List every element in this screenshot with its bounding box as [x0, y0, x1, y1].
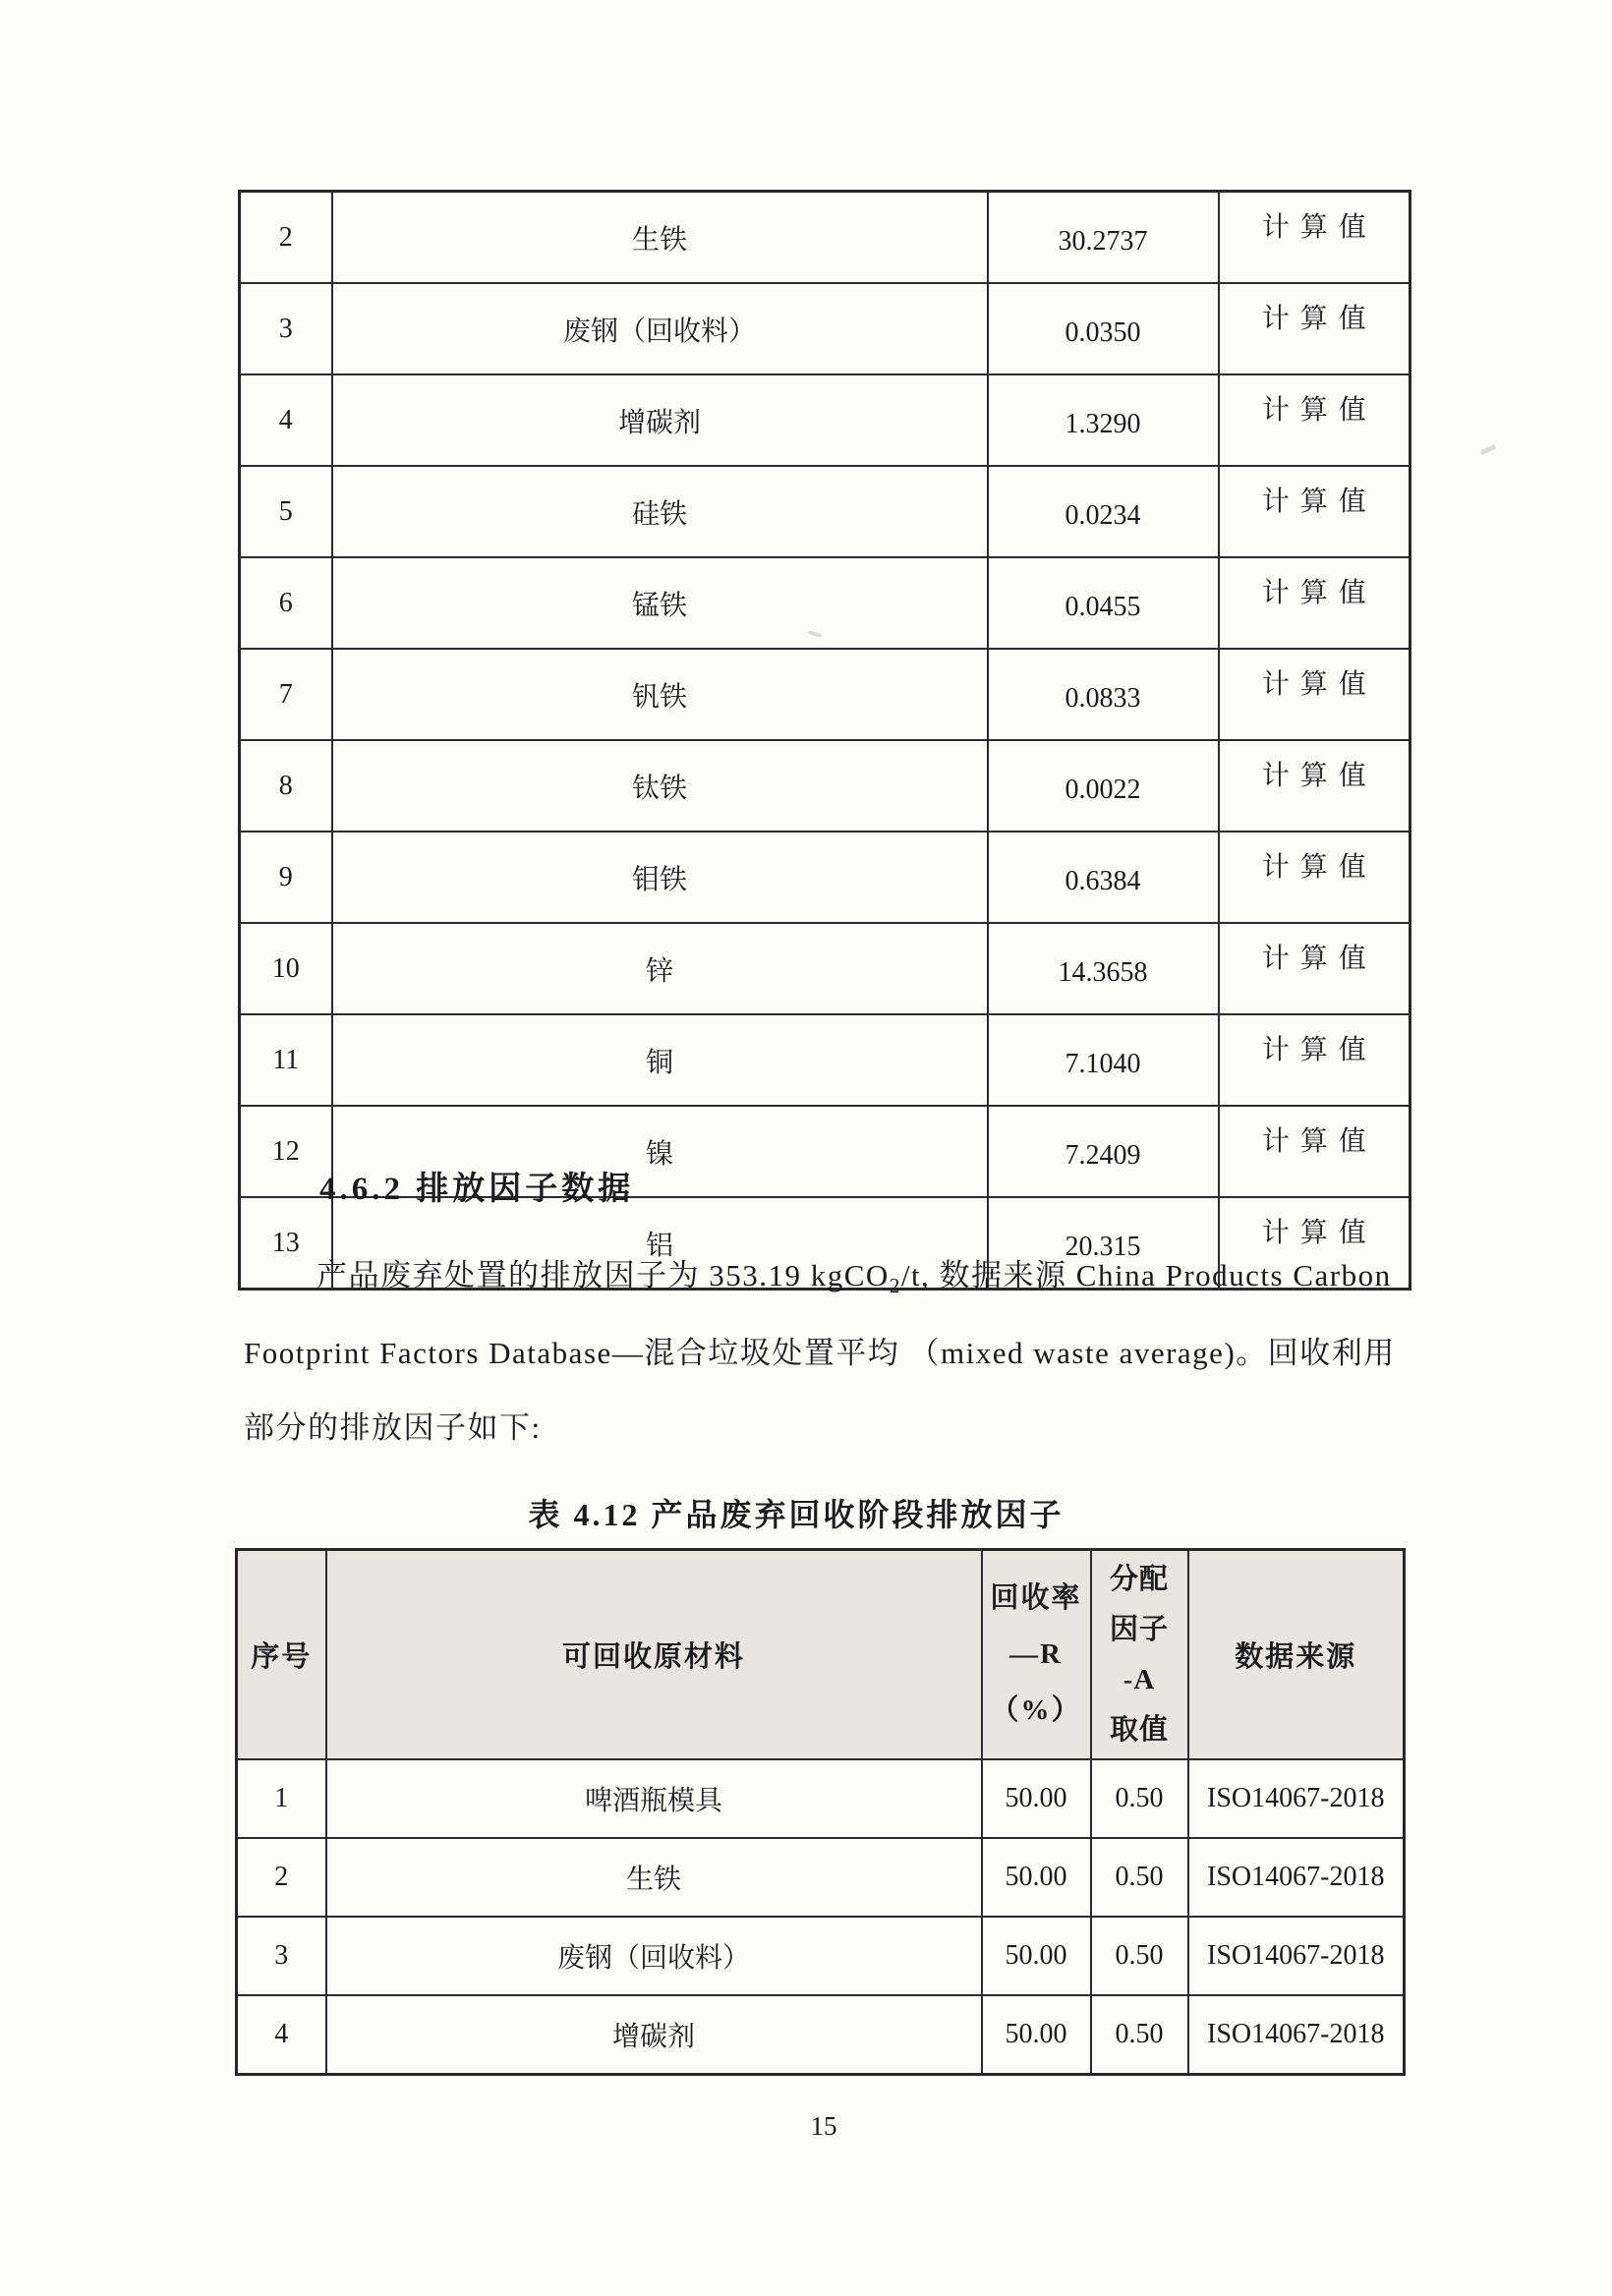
table-cell-value: 7.2409	[988, 1106, 1219, 1197]
paragraph-line-2: Footprint Factors Database—混合垃圾处置平均 （mixed waste average)。回收利用	[244, 1336, 1396, 1370]
header-cell-no: 序号	[237, 1550, 326, 1760]
table-cell-no: 3	[237, 1917, 326, 1995]
table-cell-value: 7.1040	[988, 1014, 1219, 1106]
table-cell-no: 2	[237, 1838, 326, 1917]
table-cell-material: 硅铁	[332, 466, 988, 557]
table-cell-source: ISO14067-2018	[1188, 1995, 1405, 2075]
table-cell-no: 13	[240, 1197, 332, 1290]
page-number: 15	[810, 2111, 837, 2141]
table-row	[240, 1014, 1410, 1106]
table-cell-source: 计算值	[1219, 1106, 1410, 1197]
table-row	[240, 374, 1410, 466]
table-cell-source: 计算值	[1219, 740, 1410, 832]
table-4-12-title: 表 4.12 产品废弃回收阶段排放因子	[528, 1497, 1065, 1532]
table-cell-value: 0.0455	[988, 557, 1219, 649]
table-cell-no: 4	[237, 1995, 326, 2075]
table-cell-material: 啤酒瓶模具	[326, 1759, 982, 1838]
alloc-header-line-2: 因子	[1109, 1613, 1169, 1645]
table-cell-value: 0.0833	[988, 649, 1219, 740]
table-cell-no: 2	[240, 192, 332, 284]
alloc-header-line-3: -A	[1123, 1663, 1156, 1695]
table-row	[237, 1759, 1405, 1838]
paragraph-line-1-pre: 产品废弃处置的排放因子为 353.19 kgCO	[317, 1258, 890, 1292]
table-cell-source: ISO14067-2018	[1188, 1759, 1405, 1838]
table-cell-recovery: 50.00	[982, 1759, 1091, 1838]
recovery-header-line-1: 回收率	[990, 1582, 1082, 1614]
table-cell-source: 计算值	[1219, 192, 1410, 284]
table-row	[240, 557, 1410, 649]
table-cell-source: 计算值	[1219, 374, 1410, 466]
table-cell-material: 钒铁	[332, 649, 988, 740]
table-cell-no: 4	[240, 374, 332, 466]
table-cell-no: 10	[240, 923, 332, 1014]
paragraph-line-1	[317, 1251, 1392, 1310]
table-cell-material: 铝	[332, 1197, 988, 1290]
table-cell-source: 计算值	[1219, 283, 1410, 374]
table-cell-alloc: 0.50	[1091, 1759, 1188, 1838]
table-cell-value: 0.6384	[988, 832, 1219, 923]
scan-artifact	[1480, 444, 1497, 455]
table-cell-material: 镍	[332, 1106, 988, 1197]
table-cell-no: 3	[240, 283, 332, 374]
table-row	[240, 192, 1410, 284]
table-cell-source: ISO14067-2018	[1188, 1838, 1405, 1917]
alloc-header-line-1: 分配	[1109, 1563, 1169, 1595]
recycling-table-body	[237, 1759, 1405, 2075]
table-row	[240, 283, 1410, 374]
paragraph-line-3: 部分的排放因子如下:	[244, 1410, 542, 1445]
table-cell-material: 锰铁	[332, 557, 988, 649]
table-cell-no: 8	[240, 740, 332, 832]
table-cell-recovery: 50.00	[982, 1917, 1091, 1995]
table-cell-no: 7	[240, 649, 332, 740]
recycling-emission-factors-table	[235, 1548, 1406, 2076]
table-cell-source: 计算值	[1219, 832, 1410, 923]
recycling-table-header	[237, 1550, 1405, 1760]
alloc-header-line-4: 取值	[1109, 1713, 1169, 1746]
material-values-table-body	[240, 192, 1410, 1290]
table-row	[240, 466, 1410, 557]
section-heading: 4.6.2 排放因子数据	[319, 1172, 635, 1207]
table-row	[240, 649, 1410, 740]
table-cell-value: 0.0350	[988, 283, 1219, 374]
table-cell-material: 增碳剂	[326, 1995, 982, 2075]
table-cell-material: 钼铁	[332, 832, 988, 923]
table-cell-no: 6	[240, 557, 332, 649]
table-cell-source: 计算值	[1219, 1197, 1410, 1290]
table-cell-no: 9	[240, 832, 332, 923]
table-row	[237, 1917, 1405, 1995]
table-cell-source: ISO14067-2018	[1188, 1917, 1405, 1995]
table-cell-material: 增碳剂	[332, 374, 988, 466]
header-cell-allocation-factor	[1091, 1550, 1188, 1760]
table-cell-source: 计算值	[1219, 1014, 1410, 1106]
table-cell-value: 14.3658	[988, 923, 1219, 1014]
table-cell-material: 钛铁	[332, 740, 988, 832]
table-row	[240, 923, 1410, 1014]
header-cell-recovery-rate	[982, 1550, 1091, 1760]
table-cell-alloc: 0.50	[1091, 1838, 1188, 1917]
table-cell-material: 生铁	[326, 1838, 982, 1917]
table-cell-source: 计算值	[1219, 557, 1410, 649]
recovery-header-line-3: （%）	[990, 1694, 1082, 1726]
table-cell-no: 12	[240, 1106, 332, 1197]
table-cell-source: 计算值	[1219, 923, 1410, 1014]
header-cell-data-source: 数据来源	[1188, 1550, 1405, 1760]
table-cell-recovery: 50.00	[982, 1995, 1091, 2075]
table-cell-value: 0.0022	[988, 740, 1219, 832]
table-cell-value: 30.2737	[988, 192, 1219, 284]
table-row	[237, 1995, 1405, 2075]
table-cell-no: 11	[240, 1014, 332, 1106]
table-cell-alloc: 0.50	[1091, 1995, 1188, 2075]
table-cell-material: 锌	[332, 923, 988, 1014]
table-cell-value: 1.3290	[988, 374, 1219, 466]
table-row	[240, 832, 1410, 923]
header-cell-material: 可回收原材料	[326, 1550, 982, 1760]
table-cell-no: 5	[240, 466, 332, 557]
table-cell-material: 废钢（回收料）	[326, 1917, 982, 1995]
paragraph-line-1-post: /t, 数据来源 China Products Carbon	[900, 1258, 1392, 1292]
co2-subscript: 2	[889, 1274, 901, 1297]
table-cell-alloc: 0.50	[1091, 1917, 1188, 1995]
table-cell-material: 铜	[332, 1014, 988, 1106]
table-cell-material: 废钢（回收料）	[332, 283, 988, 374]
recovery-header-line-2: —R	[1009, 1638, 1063, 1670]
table-cell-material: 生铁	[332, 192, 988, 284]
table-cell-value: 20.315	[988, 1197, 1219, 1290]
table-cell-recovery: 50.00	[982, 1838, 1091, 1917]
table-cell-source: 计算值	[1219, 649, 1410, 740]
material-values-table	[238, 190, 1411, 1291]
table-cell-no: 1	[237, 1759, 326, 1838]
table-row	[237, 1838, 1405, 1917]
table-header-row	[237, 1550, 1405, 1760]
table-cell-source: 计算值	[1219, 466, 1410, 557]
table-cell-value: 0.0234	[988, 466, 1219, 557]
table-row	[240, 740, 1410, 832]
